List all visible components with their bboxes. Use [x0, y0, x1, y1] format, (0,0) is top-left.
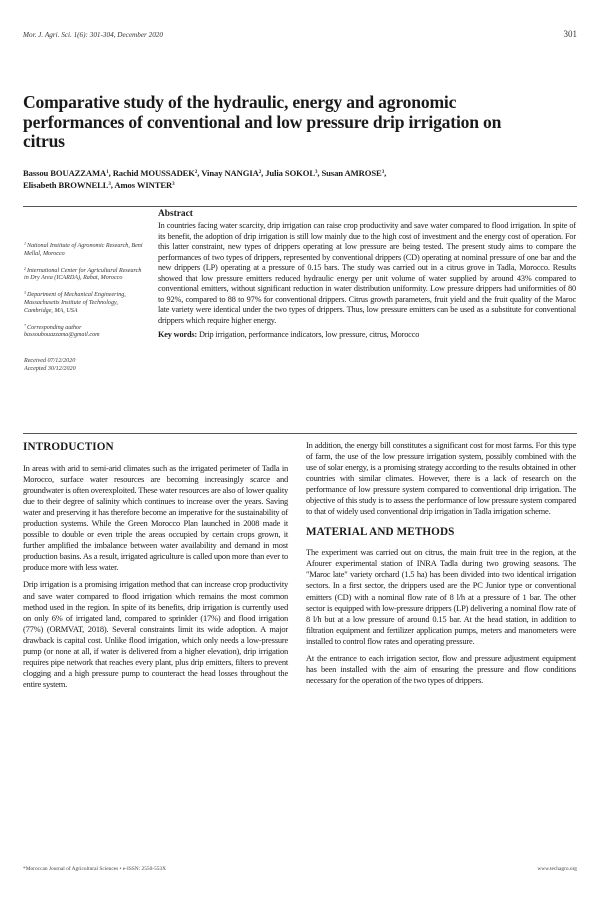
abstract-section [158, 209, 576, 339]
intro-paragraph: In addition, the energy bill constitutes a significant cost for most farms. For this type of farm, the use of the low pressure irrigation system, possibly combined with the use of solar energy, is a promising strategy according to the results obtained in other countries with similar climates. However, there is a lack of research on the performance of low pressure system compared to conventional drip irrigation. The objective of this study is to assess the performance of low pressure system compared to that of widely used conventional drip irrigation in Tadla irrigation scheme. [306, 440, 576, 517]
page-number: 301 [563, 29, 577, 39]
author: Bassou BOUAZZAMA$^1$, [23, 168, 113, 178]
footer-journal: *Moroccan Journal of Agricultural Sciences • e-ISSN: 2550-553X [23, 866, 167, 872]
abstract-text: In countries facing water scarcity, drip irrigation can raise crop productivity and save water compared to flood irrigation. In spite of its benefit, the adoption of drip irrigation is still low mainly due to the high cost of investment and the energy cost of operation. For this latter constraint, new types of drippers operating at low pressure are being tested. The present study aims to compare the performances of two types of drippers, represented by conventional drippers (CD) operating at nominal pressure of one bar and the new drippers (LP) operating at a pressure of 0.15 bars. The study was carried out in a citrus grove in Tadla, Morocco. Results showed that low pressure emitters reduced hydraulic energy per unit volume of water supplied by around 43% compared to conventional emitters, without significant reduction in water distribution uniformity. Low pressure drippers had uniformities of 80 to 92%, compared to 88 to 97% for conventional drippers. Citrus growth parameters, fruit yield and the fruit quality of the Maroc late variety were identical under the two types of drippers. Thus, low pressure emitters can be used as a substitute for conventional drippers which require higher energy. [158, 221, 576, 325]
methods-heading: MATERIAL AND METHODS [306, 526, 455, 539]
paper-title: Comparative study of the hydraulic, energy and agronomic performances of conventional and low pressure drip irrigation on citrus [23, 92, 502, 151]
left-column [23, 440, 288, 696]
methods-paragraph: At the entrance to each irrigation sector, flow and pressure adjustment equipment has been installed with the aim of ensuring the pressure and flow conditions necessary for the operation of the two types of drippers. [306, 652, 576, 685]
corresponding-author: *Corresponding author bassoubouazzama@gmail.com [24, 322, 100, 339]
affiliations-sidebar [24, 240, 144, 374]
author: Vinay NANGIA$^2$, [201, 168, 266, 178]
intro-paragraph: Drip irrigation is a promising irrigation method that can increase crop productivity and save water compared to flood irrigation which remains the most common method used in the region. In spite of its benefits, drip irrigation is currently used on only 6% of irrigated land, compared to sprinkler (17%) and flood irrigation (77%) (ORMVAT, 2018). Several constraints limit its wide adoption. A major drawback is capital cost. Unlike flood irrigation, which only needs a low-pressure pump (or none at all, if water is delivered from a higher elevation), drip irrigation requires pipe network that reaches every plant, plus drip emitters, filters to prevent clogging and a high pressure pump to counteract the head losses throughout the entire system. [23, 579, 288, 689]
received-date: Received 07/12/2020 [24, 358, 76, 365]
divider-bottom [23, 433, 577, 434]
journal-citation: Mor. J. Agri. Sci. 1(6): 301-304, December 2020 [23, 31, 163, 39]
accepted-date: Accepted 30/12/2020 [24, 365, 76, 372]
affiliation-2: $^2$International Center for Agricultural Research in Dry Area (ICARDA), Rabat, Morocco [24, 265, 142, 282]
introduction-heading: INTRODUCTION [23, 441, 114, 453]
keywords [158, 330, 576, 339]
keywords-label: Key words: [158, 330, 198, 340]
divider-top [23, 206, 577, 207]
methods-paragraph: The experiment was carried out on citrus, the main fruit tree in the region, at the Afourer experimental station of INRA Tadla during two growing seasons. The "Maroc late" variety orchard (1.5 ha) has been divided into two identical irrigation sectors. In a first sector, the drippers used are the PC Junior type or conventional emitters (CD) with a nominal flow rate of 8 l/h at a pressure of 1 bar. The other sector is equipped with low-pressure drippers (LP) delivering a nominal flow rate of 8 l/h but at a low pressure of around 0.15 bar. At the head station, in addition to filtration equipment and fertilizer application pumps, meters and manometers were installed to control flow rates and operating pressure. [306, 547, 576, 646]
author: Susan AMROSE$^3$, [321, 168, 387, 178]
abstract-heading: Abstract [158, 209, 193, 219]
affiliation-3: $^3$Department of Mechanical Engineering, Massachusetts Institute of Technology, Cambridge, MA, USA [24, 290, 126, 314]
author: Amos WINTER$^3$ [114, 180, 175, 190]
author-list [23, 167, 563, 191]
author: Elisabeth BROWNELL$^3$, [23, 180, 115, 190]
affiliation-1: $^1$National Institute of Agronomic Research, Beni Mellal, Morocco [24, 241, 143, 257]
author: Rachid MOUSSADEK$^2$, [112, 168, 202, 178]
author: Julia SOKOL$^3$, [265, 168, 322, 178]
right-column [306, 440, 576, 692]
page-footer [23, 866, 577, 876]
article-dates [24, 358, 144, 374]
running-header [23, 29, 577, 43]
intro-paragraph: In areas with arid to semi-arid climates such as the irrigated perimeter of Tadla in Morocco, surface water resources are becoming increasingly scarce and groundwater is often overexploited. These water resources are also of lower quality due to their degree of salinity which continues to increase over the years. Saving water and preserving it has therefore become an imperative for the sustainability of production systems. While the Green Morocco Plan launched in 2008 made it possible to double or even triple the areas occupied by certain crops grown, it further amplified the imbalance between water availability and demand in most production basins. As a result, irrigated agriculture is called upon more than ever to produce more with less water. [23, 463, 288, 573]
keywords-text: Drip irrigation, performance indicators, low pressure, citrus, Morocco [198, 330, 420, 340]
footer-website[interactable]: www.techagro.org [537, 866, 577, 872]
